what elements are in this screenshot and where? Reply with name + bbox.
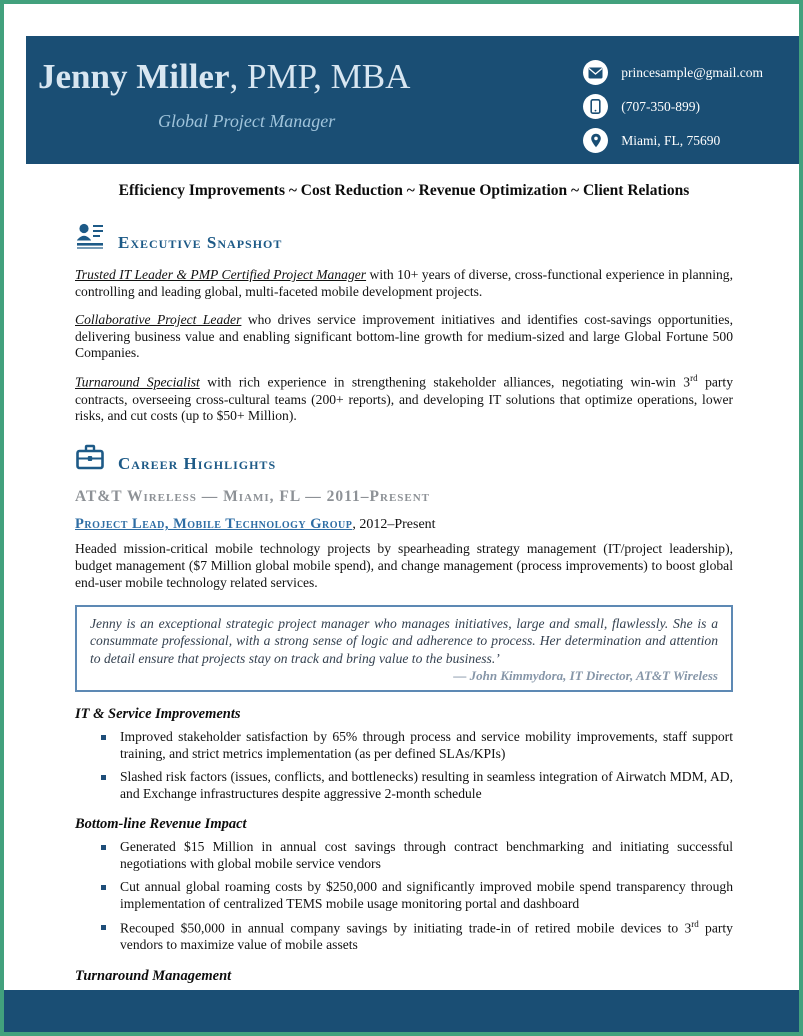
bullet-text: party vendors to maximize value of mobile assets bbox=[120, 920, 733, 953]
tagline: Efficiency Improvements ~ Cost Reduction ~ Revenue Optimization ~ Client Relations bbox=[118, 182, 690, 199]
testimonial-text: Jenny is an exceptional strategic project manager who manages initiatives, large and small, flawlessly. She is a consummate professional, with a strong sense of logic and adherence to process. Her determination and attention to detail ensure that projects stay on track and bring value to the business.’ bbox=[90, 615, 718, 666]
smartphone-icon bbox=[583, 94, 608, 119]
paragraph-text: with 10+ years of diverse, cross-functional experience in planning, controlling and leading global, multi-faceted mobile development projects. bbox=[75, 267, 733, 299]
bullet-text: Generated $15 Million in annual cost savings through contract benchmarking and initiating successful negotiations with global mobile service vendors bbox=[120, 839, 733, 872]
snapshot-paragraph bbox=[75, 373, 733, 425]
footer-band bbox=[4, 990, 799, 1032]
header-band bbox=[26, 36, 799, 164]
contact-phone-row bbox=[583, 94, 763, 119]
job-title: Global Project Manager bbox=[158, 110, 336, 131]
map-pin-icon bbox=[583, 128, 608, 153]
paragraph-text: who drives service improvement initiatives and identifies cost-savings opportunities, delivering business value and enabling significant bottom-line growth for medium-sized and large Global Fortune 500 Companies. bbox=[75, 311, 733, 361]
bullet-list bbox=[101, 839, 733, 954]
briefcase-icon bbox=[75, 443, 105, 476]
location-text: Miami, FL, 75690 bbox=[621, 132, 721, 148]
email-text: princesample@gmail.com bbox=[621, 64, 763, 80]
paragraph-text: with rich experience in strengthening stakeholder alliances, negotiating win-win 3 bbox=[199, 374, 691, 390]
bullet-list bbox=[101, 729, 733, 802]
testimonial-box bbox=[75, 605, 733, 692]
paragraph-text: party contracts, overseeing cross-cultural teams (200+ reports), and developing IT solutions that optimize operations, lower risks, and cut costs (up to $50+ Million). bbox=[75, 374, 733, 424]
bullet-text: Slashed risk factors (issues, conflicts, and bottlenecks) resulting in seamless integration of Airwatch MDM, AD, and Exchange infrastructures despite aggressive 2-month schedule bbox=[120, 768, 733, 801]
superscript-text: rd bbox=[690, 373, 698, 384]
credentials: , PMP, MBA bbox=[229, 57, 411, 96]
role-dates: , 2012–Present bbox=[352, 517, 436, 533]
bullet-text: Recouped $50,000 in annual company savings by initiating trade-in of retired mobile devices to 3 bbox=[120, 920, 692, 936]
bullet-item bbox=[101, 769, 733, 803]
person-card-icon bbox=[75, 220, 105, 255]
lead-in-text: Collaborative Project Leader bbox=[75, 311, 242, 327]
role-line bbox=[75, 516, 733, 533]
role-summary: Headed mission-critical mobile technology projects by spearheading strategy management (IT/project leadership), budget management ($7 Million global mobile spend), and change management (process improvements) to boost global end-user mobile technology related services. bbox=[75, 541, 733, 590]
snapshot-paragraph bbox=[75, 267, 733, 301]
person-name: Jenny Miller bbox=[38, 57, 230, 96]
name-line bbox=[38, 58, 410, 97]
snapshot-paragraph bbox=[75, 312, 733, 363]
bullet-text: Improved stakeholder satisfaction by 65% through process and service mobility improvements, staff support training, and strict metrics implementation (as per defined SLAs/KPIs) bbox=[120, 728, 733, 761]
contact-location-row bbox=[583, 128, 763, 153]
bullet-item bbox=[101, 879, 733, 913]
bullet-item bbox=[101, 919, 733, 954]
bullet-item bbox=[101, 729, 733, 763]
contact-email-row bbox=[583, 60, 763, 85]
executive-snapshot-heading bbox=[75, 220, 733, 255]
section-title: Career Highlights bbox=[118, 454, 277, 474]
resume-body bbox=[4, 182, 799, 1031]
career-highlights-heading bbox=[75, 443, 733, 476]
bullet-text: Cut annual global roaming costs by $250,000 and significantly improved mobile spend transparency through implementation of centralized TEMS mobile usage monitoring portal and dashboard bbox=[120, 879, 733, 911]
highlight-group-title: Bottom-line Revenue Impact bbox=[75, 816, 247, 833]
identity-block bbox=[38, 58, 410, 164]
bullet-item bbox=[101, 839, 733, 873]
envelope-icon bbox=[583, 60, 608, 85]
role-link[interactable]: Project Lead, Mobile Technology Group bbox=[75, 516, 353, 533]
company-line: AT&T Wireless — Miami, FL — 2011–Present bbox=[75, 488, 431, 506]
superscript-text: rd bbox=[691, 918, 699, 929]
highlight-group-title: IT & Service Improvements bbox=[75, 705, 241, 722]
lead-in-text: Trusted IT Leader & PMP Certified Project Manager bbox=[75, 267, 367, 282]
phone-text: (707-350-899) bbox=[621, 98, 700, 114]
lead-in-text: Turnaround Specialist bbox=[75, 374, 200, 390]
highlight-group-title: Turnaround Management bbox=[75, 967, 232, 984]
testimonial-attribution: — John Kimmydora, IT Director, AT&T Wireless bbox=[453, 667, 718, 683]
section-title: Executive Snapshot bbox=[118, 233, 283, 252]
contact-block bbox=[583, 60, 763, 164]
